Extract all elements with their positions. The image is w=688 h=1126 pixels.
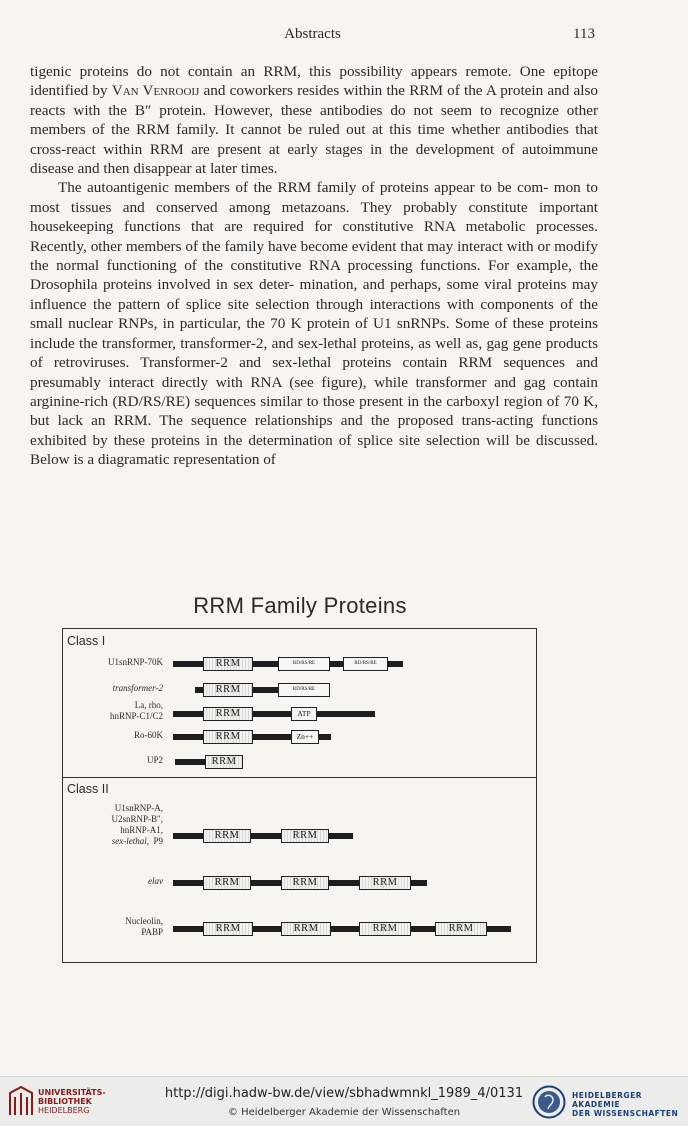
library-name-line-2: BIBLIOTHEK — [38, 1097, 92, 1106]
source-url-link[interactable]: http://digi.hadw-bw.de/view/sbhadwmnkl_1989_4/0131 — [164, 1086, 524, 1101]
rrm-domain: RRM — [205, 755, 243, 769]
label-sex-lethal: sex-lethal, — [111, 836, 149, 846]
page-number: 113 — [573, 26, 595, 42]
label-p9: P9 — [153, 836, 163, 846]
text-line: selection through interactions with components of the small nuclear RNPs, in — [30, 295, 598, 333]
rrm-domain: RRM — [203, 657, 253, 671]
text-line: proposed trans-acting functions exhibited by these proteins in the determination — [30, 412, 599, 449]
rrm-domain: RRM — [203, 683, 253, 697]
rrm-domain: RRM — [203, 922, 253, 936]
rrm-domain: RRM — [203, 730, 253, 744]
label-u1snrnp-a-line-3: hnRNP-A1, — [120, 825, 163, 835]
paragraph-1 — [30, 62, 598, 178]
text-line: metabolic processes. Recently, other members of the family have become evident — [30, 218, 598, 255]
rrm-domain: RRM — [203, 876, 251, 890]
label-nucleolin-line-1: Nucleolin, — [125, 916, 163, 926]
rd-rs-re-domain: RD/RS/RE — [343, 657, 388, 671]
rd-rs-re-domain: RD/RS/RE — [278, 657, 330, 671]
text-line: processing functions. For example, the Drosophila proteins involved in sex deter- — [30, 257, 598, 294]
library-name-line-1: UNIVERSITÄTS- — [38, 1088, 106, 1097]
rrm-domain: RRM — [359, 876, 411, 890]
text-line: The autoantigenic members of the RRM family of proteins appear to be com- — [58, 179, 549, 197]
label-u1snrnp-a-line-4 — [63, 836, 163, 847]
text-line: of retroviruses. Transformer-2 and sex-lethal proteins contain RRM sequences — [30, 354, 565, 372]
text-line: epitope identified by Van Venrooij and coworkers resides within the RRM of — [30, 63, 598, 100]
figure-title: RRM Family Proteins — [193, 593, 407, 618]
text-line: particular, the 70 K protein of U1 snRNPs. Some of these proteins include the — [30, 315, 599, 352]
text-line: tigenic proteins do not contain an RRM, this possibility appears remote. One — [30, 63, 546, 80]
rrm-family-figure — [62, 628, 537, 963]
zinc-domain: Zn++ — [291, 730, 319, 744]
rd-rs-re-domain: RD/RS/RE — [278, 683, 330, 697]
academy-name-line-1: HEIDELBERGER AKADEMIE — [572, 1091, 642, 1109]
label-up2: UP2 — [146, 755, 163, 765]
rrm-domain: RRM — [281, 876, 329, 890]
class-2-label: Class II — [67, 782, 109, 796]
label-nucleolin — [63, 916, 163, 938]
label-u1snrnp-a-line-2: U2snRNP-B″, — [111, 814, 163, 824]
rrm-domain: RRM — [281, 829, 329, 843]
text-line: at this time whether antibodies that cross-react within RRM are present at early — [30, 121, 599, 158]
class-1-label: Class I — [67, 634, 106, 648]
label-ro-60k: Ro-60K — [134, 730, 163, 740]
text-line: times. — [240, 160, 278, 178]
label-u1snrnp-70k: U1snRNP-70K — [107, 657, 163, 667]
label-la-rho-line-1: La, rho, — [134, 700, 163, 710]
text-line: of splice site selection will be discussed. Below is a diagramatic representation of — [30, 431, 598, 469]
text-line: stages in the development of autoimmune disease and then disappear at later — [30, 140, 599, 178]
text-line: gag contain arginine-rich (RD/RS/RE) sequences similar to those present in the — [30, 373, 598, 410]
rrm-domain: RRM — [281, 922, 331, 936]
rrm-domain: RRM — [203, 707, 253, 721]
label-elav — [63, 876, 163, 887]
digitization-footer — [0, 1076, 688, 1126]
academy-name — [572, 1091, 688, 1118]
rrm-domain: RRM — [203, 829, 251, 843]
label-u1snrnp-a — [63, 803, 163, 847]
author-name: Van Venrooij — [111, 82, 200, 100]
text-line: transformer, transformer-2, and sex-lethal proteins, as well as, gag gene products — [101, 334, 599, 352]
class-divider — [63, 777, 536, 778]
text-line: mination, and perhaps, some viral proteins may influence the pattern of splice site — [30, 276, 599, 313]
label-la-rho — [63, 700, 163, 722]
text-line: important housekeeping functions that are required for constitutive RNA — [30, 198, 599, 236]
label-u1snrnp-a-line-1: U1snRNP-A, — [114, 803, 163, 813]
label-elav-text: elav — [148, 876, 163, 886]
text-line: carboxyl region of 70 K, but lack an RRM. The sequence relationships and the — [30, 392, 598, 430]
rrm-domain: RRM — [435, 922, 487, 936]
paragraph-2 — [30, 178, 598, 469]
atp-domain: ATP — [291, 707, 317, 721]
running-title: Abstracts — [284, 26, 341, 42]
rrm-domain: RRM — [359, 922, 411, 936]
label-nucleolin-line-2: PABP — [141, 927, 163, 937]
text-line: the A protein and also reacts with the B″ protein. However, these antibodies do — [30, 82, 598, 119]
running-header — [30, 26, 595, 46]
text-line: and presumably interact directly with RNA (see figure), while transformer and — [30, 354, 598, 391]
label-transformer-2 — [63, 683, 163, 694]
label-transformer-2-text: transformer-2 — [112, 683, 163, 693]
text-line: that may interact with or modify the normal functioning of the constitutive RNA — [30, 237, 598, 275]
label-la-rho-line-2: hnRNP-C1/C2 — [109, 711, 163, 721]
library-name-line-3: HEIDELBERG — [38, 1106, 90, 1115]
text-line: not seem to recognize other members of the RRM family. It cannot be ruled out — [30, 101, 599, 139]
body-text — [30, 62, 598, 470]
academy-name-line-2: DER WISSENSCHAFTEN — [572, 1109, 679, 1118]
text-line: mon to most tissues and conserved among metazoans. They probably constitute — [30, 179, 598, 216]
copyright-notice: © Heidelberger Akademie der Wissenschaften — [227, 1107, 461, 1118]
academy-seal-icon — [532, 1085, 566, 1119]
